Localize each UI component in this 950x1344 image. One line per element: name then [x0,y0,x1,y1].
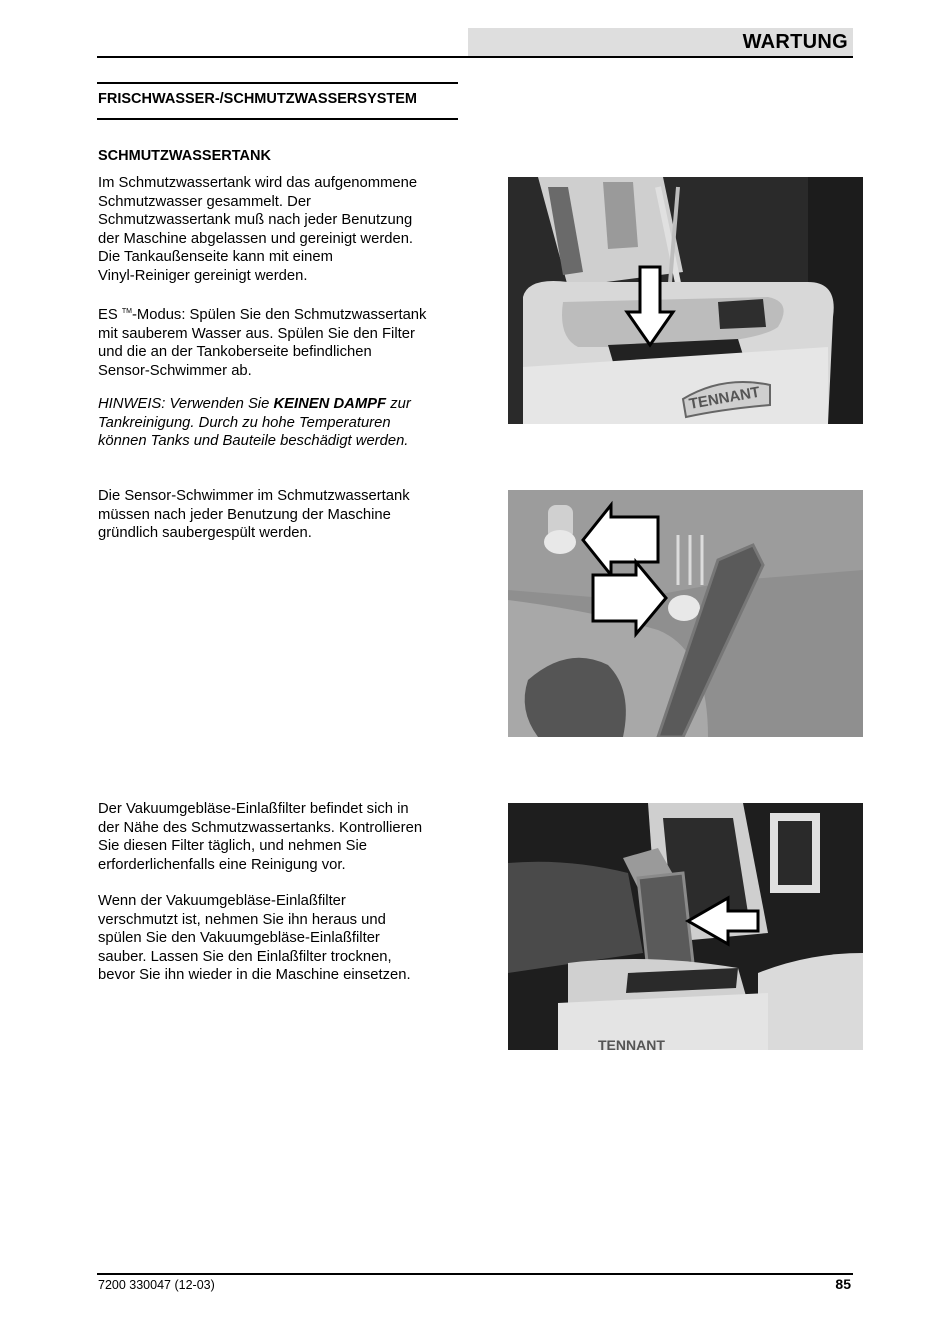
sensor-floats-illustration [508,490,863,737]
inlet-filter-illustration [508,803,863,1050]
text-line: HINWEIS: Verwenden Sie KEINEN DAMPF zur [98,396,411,412]
text-line: müssen nach jeder Benutzung der Maschine [98,506,391,523]
sensor-paragraph [98,487,468,543]
note-paragraph [98,395,468,451]
recovery-tank-illustration [508,177,863,424]
filter-cleaning-paragraph [98,892,468,985]
emphasis-text: KEINEN DAMPF [273,396,387,412]
text-line: Im Schmutzwassertank wird das aufgenommene [98,175,418,191]
text-line: der Maschine abgelassen und gereinigt werden. [98,230,414,247]
text-line: sauber. Lassen Sie den Einlaßfilter trocknen, [98,948,392,965]
tennant-logo: TENNANT [598,1037,665,1050]
text-line: spülen Sie den Vakuumgebläse-Einlaßfilter [98,930,380,946]
intro-paragraph [98,174,468,285]
filter-location-paragraph [98,800,468,874]
text-line: Die Tankaußenseite kann mit einem [98,249,333,265]
text-line: erforderlichenfalls eine Reinigung vor. [98,856,346,873]
section-title: FRISCHWASSER-/SCHMUTZWASSERSYSTEM [98,91,418,107]
text-line: Schmutzwasser gesammelt. Der [98,193,311,210]
page-header-title: WARTUNG [742,31,848,53]
text-line: können Tanks und Bauteile beschädigt werden. [98,433,409,449]
footer-rule [97,1273,853,1275]
text-line: gründlich saubergespült werden. [98,525,312,541]
text-line: Wenn der Vakuumgebläse-Einlaßfilter [98,893,346,909]
section-rule-top [97,82,458,84]
subheading: SCHMUTZWASSERTANK [98,148,271,164]
es-mode-paragraph [98,303,468,380]
text-line: mit sauberem Wasser aus. Spülen Sie den Filter [98,325,415,342]
text-line: Sensor-Schwimmer ab. [98,362,252,379]
text-line: Tankreinigung. Durch zu hohe Temperaturen [98,414,391,431]
text-line: Sie diesen Filter täglich, und nehmen Sie [98,838,367,854]
text-line: ES ™-Modus: Spülen Sie den Schmutzwassertank [98,307,427,323]
text-line: und die an der Tankoberseite befindlichen [98,344,372,360]
page-number: 85 [835,1276,851,1292]
text-line: Die Sensor-Schwimmer im Schmutzwassertank [98,488,410,504]
trademark-mark: TM [121,308,132,315]
text-line: bevor Sie ihn wieder in die Maschine einsetzen. [98,967,411,983]
recovery-tank-photo [508,177,863,424]
section-rule-bottom [97,118,458,120]
text-line: verschmutzt ist, nehmen Sie ihn heraus und [98,911,386,928]
inlet-filter-photo [508,803,863,1050]
text-line: Schmutzwassertank muß nach jeder Benutzung [98,212,413,228]
document-code: 7200 330047 (12-03) [98,1278,215,1292]
tennant-logo: TENNANT [687,383,762,413]
sensor-floats-photo [508,490,863,737]
text-line: der Nähe des Schmutzwassertanks. Kontrollieren [98,819,423,836]
text-line: Vinyl-Reiniger gereinigt werden. [98,267,308,284]
text-line: Der Vakuumgebläse-Einlaßfilter befindet sich in [98,801,409,817]
header-rule [97,56,853,58]
